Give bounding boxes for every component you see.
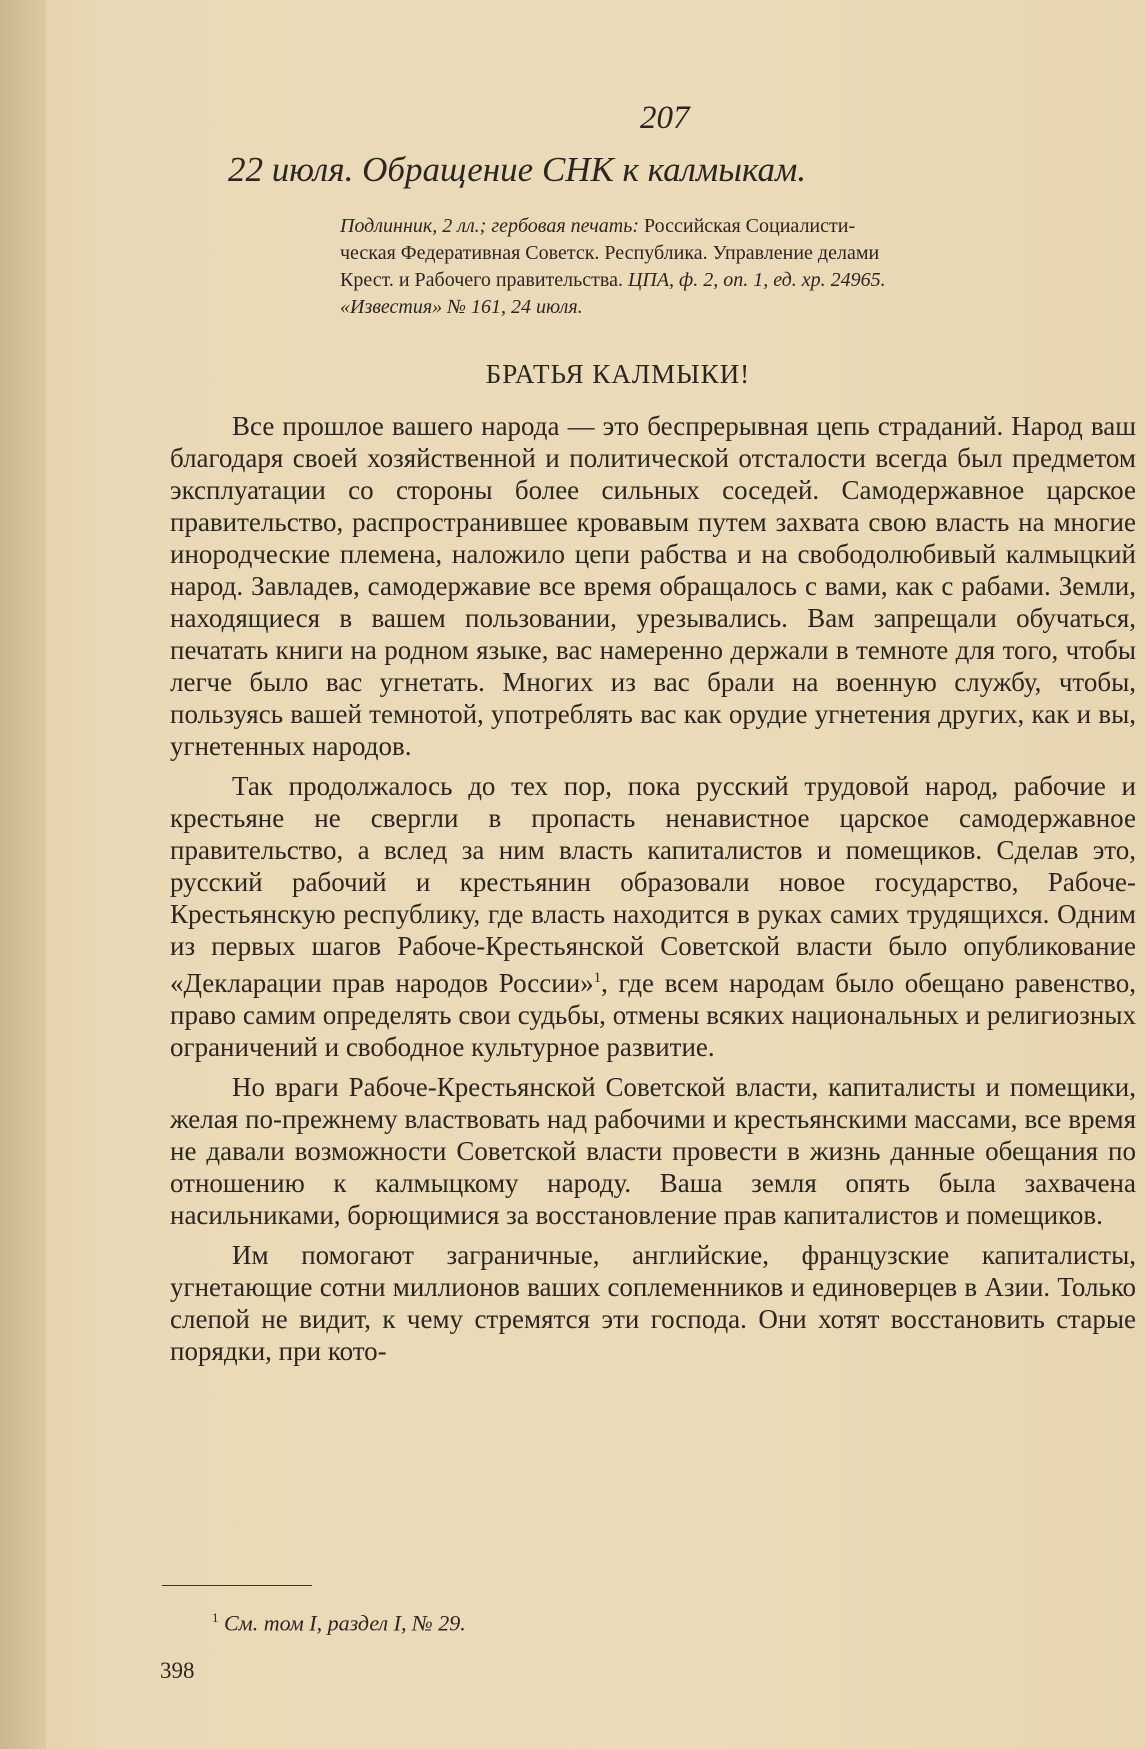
source-seal-text-end: Крест. и Рабочего правительства.: [340, 269, 628, 291]
footnote-reference[interactable]: 1: [593, 970, 602, 986]
document-number: 207: [640, 100, 690, 136]
appeal-heading: БРАТЬЯ КАЛМЫКИ!: [485, 359, 751, 389]
page-gutter: [0, 0, 46, 1749]
page-number: 398: [160, 1658, 195, 1683]
paragraph-4: Им помогают заграничные, английские, французские капиталисты, угнетающие сотни миллионов ваших соплеменников и единоверцев в Азии. Только слепой не видит, к чему стремятся эти господа. Они хотят восстановить старые порядки, при кото-: [170, 1240, 1136, 1366]
footnote-divider: [162, 1585, 312, 1586]
appeal-body: [170, 410, 1136, 1375]
footnote: [212, 1610, 466, 1636]
paragraph-2-part-1: Так продолжалось до тех пор, пока русский трудовой народ, рабочие и крестьяне не свергли в пропасть ненавистное царское самодержавное правительство, а вслед за ним власть капиталистов и помещиков. Сделав это, русский рабочий и крестьянин образовали новое государство, Рабоче-Крестьянскую республику, где власть находится в руках самих трудящихся. Одним из первых шагов Рабоче-Крестьянской Советской власти было опубликование «Декларации прав народов России»: [170, 771, 1136, 998]
footnote-text: См. том I, раздел I, № 29.: [224, 1610, 466, 1636]
paragraph-3: Но враги Рабоче-Крестьянской Советской власти, капиталисты и помещики, желая по-прежнему властвовать над рабочими и крестьянскими массами, все время не давали возможности Советской власти провести в жизнь данные обещания по отношению к калмыцкому народу. Ваша земля опять была захвачена насильниками, борющимися за восстановление прав капиталистов и помещиков.: [170, 1072, 1136, 1230]
source-citation: [340, 213, 1145, 321]
source-archive-ref: ЦПА, ф. 2, оп. 1, ед. хр. 24965.: [627, 269, 886, 291]
paragraph-2-part-2: , где всем народам было обещано равенство, право самим определять свои судьбы, отмены всяких национальных и религиозных ограничений и свободное культурное развитие.: [170, 968, 1136, 1062]
source-seal-text: Российская Социалисти-: [644, 215, 856, 237]
source-line-2: ческая Федеративная Советск. Республика. Управление делами: [340, 242, 880, 264]
document-title: 22 июля. Обращение СНК к калмыкам.: [228, 150, 807, 189]
footnote-mark: 1: [212, 1610, 219, 1625]
source-line-3: [340, 267, 1145, 294]
source-archive-note: Подлинник, 2 лл.; гербовая печать:: [340, 215, 644, 237]
source-line-1: [340, 213, 1145, 240]
source-publication: «Известия» № 161, 24 июля.: [340, 296, 583, 318]
paragraph-1: Все прошлое вашего народа — это беспрерывная цепь страданий. Народ ваш благодаря своей хозяйственной и политической отсталости всегда был предметом эксплуатации со стороны более сильных соседей. Самодержавное царское правительство, распространившее кровавым путем захвата свою власть на многие инородческие племена, наложило цепи рабства и на свободолюбивый калмыцкий народ. Завладев, самодержавие все время обращалось с вами, как с рабами. Земли, находящиеся в вашем пользовании, урезывались. Вам запрещали обучаться, печатать книги на родном языке, вас намеренно держали в темноте для того, чтобы легче было вас угнетать. Многих из вас брали на военную службу, чтобы, пользуясь вашей темнотой, употреблять вас как орудие угнетения других, как и вы, угнетенных народов.: [170, 411, 1136, 761]
paragraph-2: [170, 770, 1136, 1063]
